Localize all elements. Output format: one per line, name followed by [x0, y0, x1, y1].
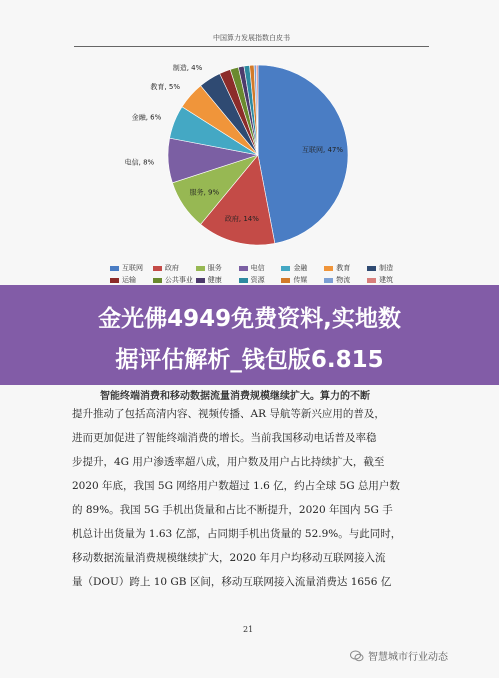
legend-label: 教育	[336, 264, 351, 272]
legend-item	[196, 263, 239, 273]
legend-swatch	[196, 266, 205, 271]
body-line: 量（DOU）跨上 10 GB 区间，移动互联网接入流量消费达 1656 亿	[72, 576, 392, 588]
legend-item	[324, 263, 367, 273]
legend-label: 资源	[250, 276, 265, 284]
legend-item	[367, 263, 410, 273]
legend-swatch	[153, 266, 162, 271]
legend-label: 互联网	[122, 264, 143, 272]
watermark	[350, 648, 448, 663]
legend-item	[239, 275, 282, 285]
body-line: 进而更加促进了智能终端消费的增长。当前我国移动电话普及率稳	[72, 432, 377, 444]
legend-swatch	[324, 266, 333, 271]
legend-label: 传媒	[293, 276, 308, 284]
legend-item	[239, 263, 282, 273]
legend-item	[196, 275, 239, 285]
banner-title-line-2: 据评估解析_钱包版6.815	[115, 347, 384, 373]
legend-swatch	[110, 266, 119, 271]
legend-label: 公共事业	[164, 276, 193, 284]
legend-swatch	[110, 278, 119, 283]
legend-item	[110, 275, 153, 285]
legend-item	[367, 275, 410, 285]
legend-label: 健康	[207, 276, 222, 284]
legend-label: 金融	[293, 264, 308, 272]
legend-swatch	[367, 278, 376, 283]
page-number: 21	[243, 625, 254, 634]
body-line: 步提升，4G 用户渗透率超八成，用户数及用户占比持续扩大，截至	[72, 456, 385, 468]
pie-label-3: 电信, 8%	[124, 158, 155, 167]
pie-slice-0	[258, 65, 348, 243]
legend-label: 服务	[207, 264, 222, 272]
legend-swatch	[367, 266, 376, 271]
body-line: 提升推动了包括高清内容、视频传播、AR 导航等新兴应用的普及，	[72, 408, 385, 420]
pie-label-0: 互联网, 47%	[302, 145, 344, 154]
legend-label: 制造	[379, 264, 394, 272]
pie-label-1: 政府, 14%	[224, 214, 259, 223]
body-text	[72, 402, 432, 594]
legend-label: 电信	[250, 264, 265, 272]
legend-label: 运输	[122, 276, 136, 284]
legend-item	[153, 275, 196, 285]
legend-item	[153, 263, 196, 273]
legend-item	[110, 263, 153, 273]
legend-row	[110, 262, 410, 274]
legend-swatch	[153, 278, 162, 283]
legend-item	[281, 275, 324, 285]
legend-label: 物流	[336, 276, 351, 284]
legend-item	[324, 275, 367, 285]
page-header: 中国算力发展指数白皮书	[213, 34, 290, 42]
pie-label-5: 教育, 5%	[150, 83, 180, 92]
legend-swatch	[239, 278, 248, 283]
legend-swatch	[239, 266, 248, 271]
legend-swatch	[281, 266, 290, 271]
legend-swatch	[196, 278, 205, 283]
body-line: 移动数据流量消费规模继续扩大，2020 年月户均移动互联网接入流	[72, 552, 386, 564]
legend-swatch	[281, 278, 290, 283]
body-line: 2020 年底，我国 5G 网络用户数超过 1.6 亿，约占全球 5G 总用户数	[72, 480, 400, 492]
chart-legend	[110, 262, 410, 286]
wechat-icon	[350, 650, 364, 662]
header-rule	[74, 46, 429, 47]
legend-label: 建筑	[379, 276, 394, 284]
pie-chart	[60, 55, 440, 260]
body-line: 的 89%。我国 5G 手机出货量和占比不断提升，2020 年国内 5G 手	[72, 504, 393, 516]
legend-label: 政府	[164, 264, 179, 272]
pie-label-6: 制造, 4%	[172, 64, 203, 73]
banner-title-line-1: 金光佛4949免费资料,实地数	[98, 306, 401, 332]
legend-item	[281, 263, 324, 273]
legend-swatch	[324, 278, 333, 283]
pie-label-4: 金融, 6%	[131, 113, 162, 122]
pie-label-2: 服务, 9%	[189, 188, 220, 197]
watermark-text: 智慧城市行业动态	[368, 652, 448, 663]
section-heading: 智能终端消费和移动数据流量消费规模继续扩大。算力的不断	[100, 391, 370, 402]
body-line: 机总计出货量为 1.63 亿部，占同期手机出货量的 52.9%。与此同时，	[72, 528, 402, 540]
